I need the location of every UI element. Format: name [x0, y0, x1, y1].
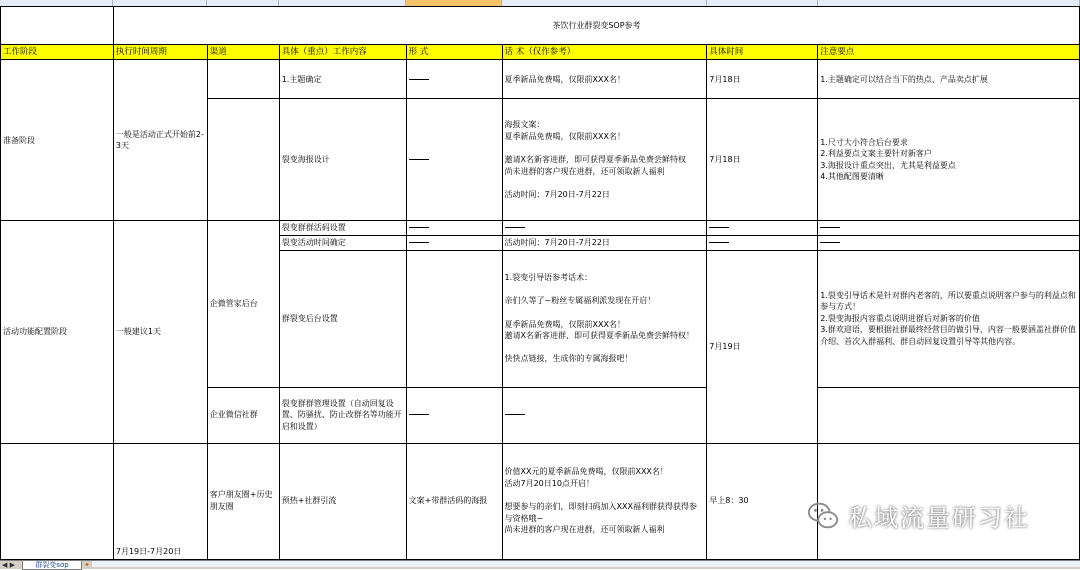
- cell-stage-prep[interactable]: 准备阶段: [1, 60, 114, 221]
- corner-cell[interactable]: [1, 7, 114, 45]
- sop-table: [0, 6, 1080, 560]
- cell-script-r5[interactable]: 1.裂变引导语参考话术： 亲们久等了~粉丝专属福利派发现在开启！ 夏季新品免费喝，仅限前XXX名！ 邀请X名新客进群，即可获得夏季新品免费尝鲜特权！ 快快点链接，生成你的专属海报吧！: [502, 250, 707, 387]
- cell-content-r2[interactable]: 裂变海报设计: [279, 99, 406, 221]
- cell-stage-r7[interactable]: [1, 443, 114, 559]
- header-notes[interactable]: 注意要点: [818, 45, 1080, 60]
- cell-format-r7[interactable]: 文案+带群活码的海报: [406, 443, 502, 559]
- dash-mark: [409, 79, 429, 80]
- header-channel[interactable]: 渠道: [207, 45, 279, 60]
- tab-nav-arrows-icon[interactable]: ◀ ▶: [2, 561, 15, 569]
- cell-script-r6[interactable]: [502, 387, 707, 443]
- dash-mark: [409, 242, 429, 243]
- cell-content-r1[interactable]: 1.主题确定: [279, 60, 406, 99]
- cell-time-r7[interactable]: 早上8：30: [707, 443, 818, 559]
- cell-script-r7[interactable]: 价值XX元的夏季新品免费喝，仅限前XXX名！ 活动7月20日10点开启！ 想要参与的亲们，即刻扫码加入XXX福利群获得获得参与资格哦~ 尚未进群的客户现在进群，还可领取新人福利: [502, 443, 707, 559]
- cell-notes-r6[interactable]: [818, 387, 1080, 443]
- dash-mark: [709, 227, 729, 228]
- insert-sheet-icon[interactable]: ✦: [84, 561, 90, 569]
- header-content[interactable]: 具体（重点）工作内容: [279, 45, 406, 60]
- cell-time-r1[interactable]: 7月18日: [707, 60, 818, 99]
- header-period[interactable]: 执行时间周期: [113, 45, 207, 60]
- header-time[interactable]: 具体时间: [707, 45, 818, 60]
- cell-content-r6[interactable]: 裂变群群管理设置（自动回复设置、防骚扰、防止改群名等功能开启和设置）: [279, 387, 406, 443]
- cell-format-r4[interactable]: [406, 235, 502, 250]
- dash-mark: [409, 159, 429, 160]
- cell-channel-backend[interactable]: 企微管家后台: [207, 221, 279, 387]
- cell-period-config[interactable]: 一般建议1天: [113, 221, 207, 443]
- dash-mark: [409, 414, 429, 415]
- cell-period-r7[interactable]: 7月19日-7月20日: [113, 443, 207, 559]
- cell-script-r4[interactable]: 活动时间：7月20日-7月22日: [502, 235, 707, 250]
- cell-script-r3[interactable]: [502, 221, 707, 236]
- cell-script-r1[interactable]: 夏季新品免费喝，仅限前XXX名！: [502, 60, 707, 99]
- cell-time-r5[interactable]: 7月19日: [707, 250, 818, 443]
- watermark: [806, 498, 1030, 533]
- cell-notes-r2[interactable]: 1.尺寸大小符合后台要求 2.利益要点文案主要针对新客户 3.海报设计重点突出，尤其是利益要点 4.其他配图要清晰: [818, 99, 1080, 221]
- dash-mark: [820, 242, 840, 243]
- cell-time-r2[interactable]: 7月18日: [707, 99, 818, 221]
- dash-mark: [409, 227, 429, 228]
- cell-period-prep[interactable]: 一般是活动正式开始前2-3天: [113, 60, 207, 221]
- cell-time-r4[interactable]: [707, 235, 818, 250]
- cell-notes-r3[interactable]: [818, 221, 1080, 236]
- sheet-tab[interactable]: 群裂变sop: [22, 561, 82, 570]
- cell-stage-config[interactable]: 活动功能配置阶段: [1, 221, 114, 443]
- cell-notes-r5[interactable]: 1.裂变引导话术是针对群内老客的，所以要重点说明客户参与的利益点和参与方式！ 2.裂变海报内容重点说明进群后对新客的价值 3.群欢迎语，要根据社群最终经营目的做引导，内容一般要涵盖社群价值介绍、首次入群福利、群自动回复设置引导等其他内容。: [818, 250, 1080, 387]
- watermark-text: 私域流量研习社: [848, 504, 1030, 532]
- cell-script-r2[interactable]: 海报文案： 夏季新品免费喝，仅限前XXX名！ 邀请X名新客进群，即可获得夏季新品免费尝鲜特权 尚未进群的客户现在进群，还可领取新人福利 活动时间：7月20日-7月22日: [502, 99, 707, 221]
- cell-content-r7[interactable]: 预热+社群引流: [279, 443, 406, 559]
- cell-time-r3[interactable]: [707, 221, 818, 236]
- header-script[interactable]: 话 术（仅作参考）: [502, 45, 707, 60]
- cell-format-r2[interactable]: [406, 99, 502, 221]
- cell-format-r6[interactable]: [406, 387, 502, 443]
- header-stage[interactable]: 工作阶段: [1, 45, 114, 60]
- sheet-title[interactable]: 茶饮行业群裂变SOP参考: [113, 7, 1079, 45]
- cell-channel-r2[interactable]: [207, 99, 279, 221]
- horizontal-scrollbar[interactable]: [92, 561, 1080, 567]
- cell-notes-r1[interactable]: 1.主题确定可以结合当下的热点、产品卖点扩展: [818, 60, 1080, 99]
- cell-content-r5[interactable]: 群裂变后台设置: [279, 250, 406, 387]
- cell-content-r4[interactable]: 裂变活动时间确定: [279, 235, 406, 250]
- cell-content-r3[interactable]: 裂变群群活码设置: [279, 221, 406, 236]
- dash-mark: [709, 242, 729, 243]
- dash-mark: [505, 414, 525, 415]
- cell-channel-wecom[interactable]: 企业微信社群: [207, 387, 279, 443]
- cell-channel-r1[interactable]: [207, 60, 279, 99]
- dash-mark: [505, 227, 525, 228]
- cell-format-r3[interactable]: [406, 221, 502, 236]
- wechat-bubble-icon: [806, 499, 840, 533]
- cell-format-r1[interactable]: [406, 60, 502, 99]
- cell-channel-r7[interactable]: 客户朋友圈+历史朋友圈: [207, 443, 279, 559]
- cell-format-r5[interactable]: [406, 250, 502, 387]
- cell-notes-r4[interactable]: [818, 235, 1080, 250]
- dash-mark: [820, 227, 840, 228]
- header-format[interactable]: 形 式: [406, 45, 502, 60]
